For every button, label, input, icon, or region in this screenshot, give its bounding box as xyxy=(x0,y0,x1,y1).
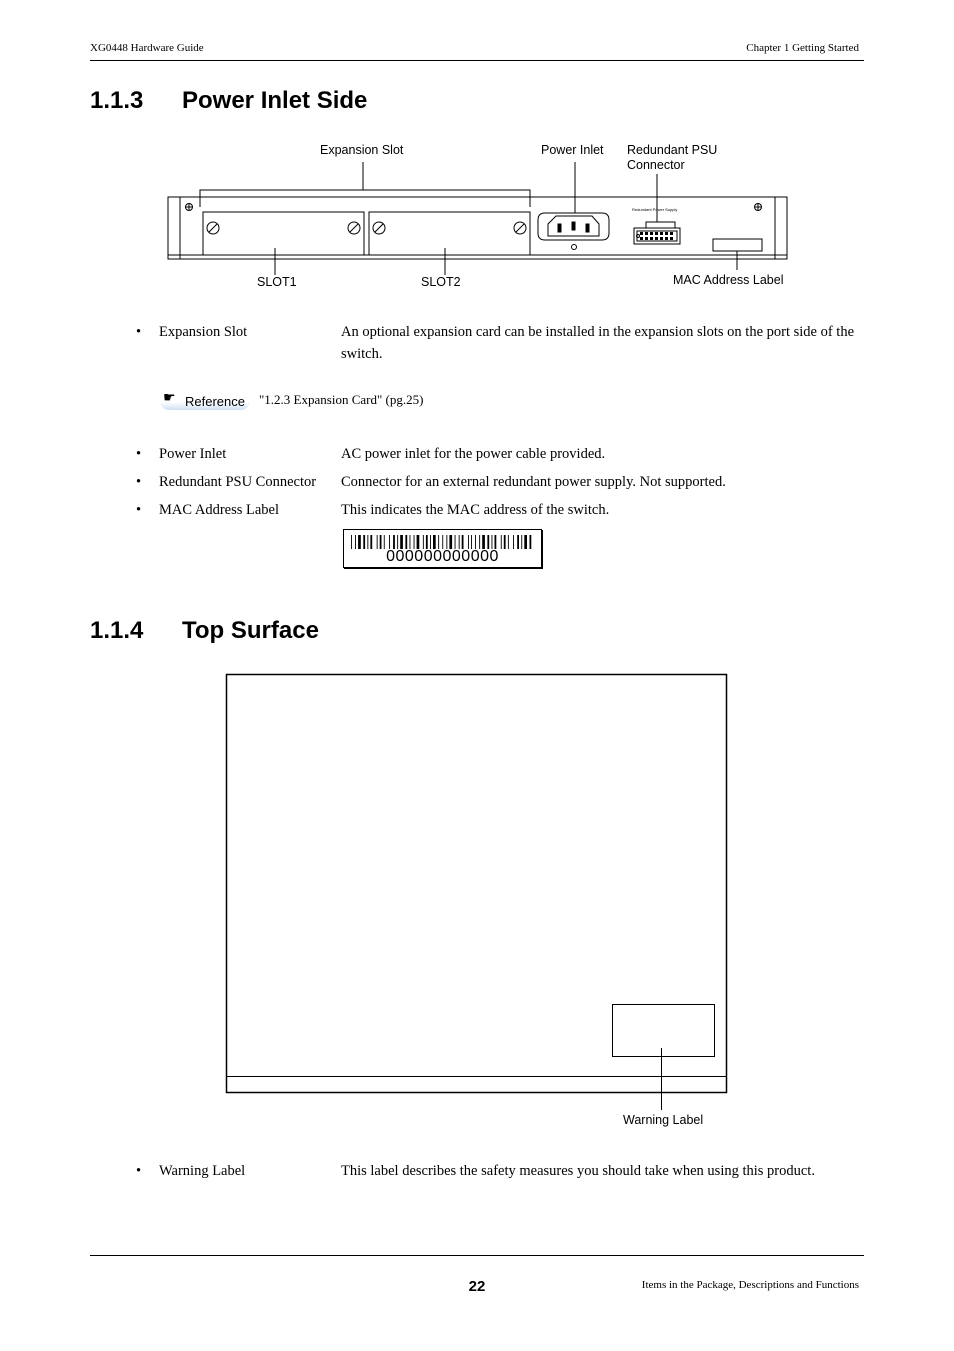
reference-note xyxy=(160,389,580,413)
barcode-icon xyxy=(351,535,533,549)
section-title: Top Surface xyxy=(182,617,319,644)
reference-label: Reference xyxy=(185,394,245,409)
mac-address-label-sample xyxy=(343,529,542,568)
bullet: • xyxy=(136,324,142,340)
label-power-inlet: Power Inlet xyxy=(541,143,604,157)
label-redundant-psu-line2: Connector xyxy=(627,158,685,172)
footer-rule xyxy=(90,1255,864,1256)
bullet: • xyxy=(136,446,142,462)
bullet: • xyxy=(136,474,142,490)
label-mac-address: MAC Address Label xyxy=(673,273,784,287)
top-surface-figure xyxy=(220,670,740,1130)
item-term: Power Inlet xyxy=(159,446,227,462)
section-heading-top-surface xyxy=(90,617,590,649)
item-term: Warning Label xyxy=(159,1163,246,1179)
label-slot1: SLOT1 xyxy=(257,275,297,289)
item-description: AC power inlet for the power cable provided. xyxy=(341,446,606,462)
item-description: An optional expansion card can be installed in the expansion slots on the port side of the switch. xyxy=(341,324,855,362)
list-item xyxy=(136,1160,864,1182)
header-rule xyxy=(90,60,864,61)
label-redundant-psu-line1: Redundant PSU xyxy=(627,143,718,157)
list-item xyxy=(136,443,864,465)
item-description: Connector for an external redundant power supply. Not supported. xyxy=(341,474,726,490)
label-slot2: SLOT2 xyxy=(421,275,461,289)
section-number: 1.1.3 xyxy=(90,87,144,114)
item-description: This label describes the safety measures you should take when using this product. xyxy=(341,1163,815,1179)
power-inlet-side-figure xyxy=(150,138,810,298)
bullet: • xyxy=(136,502,142,518)
reference-link[interactable]: "1.2.3 Expansion Card" (pg.25) xyxy=(259,392,424,407)
item-term: Redundant PSU Connector xyxy=(159,474,317,490)
mac-address-value: 000000000000 xyxy=(386,548,499,565)
section-title: Power Inlet Side xyxy=(182,87,368,114)
running-header-right: Chapter 1 Getting Started xyxy=(746,42,859,54)
item-description: This indicates the MAC address of the switch. xyxy=(341,502,610,518)
label-warning: Warning Label xyxy=(623,1113,704,1127)
item-term: MAC Address Label xyxy=(159,502,280,518)
label-expansion-slot: Expansion Slot xyxy=(320,143,404,157)
bullet: • xyxy=(136,1163,142,1179)
rpsu-panel-text: Redundant Power Supply xyxy=(632,207,678,212)
list-item xyxy=(136,471,864,493)
list-item xyxy=(136,321,864,365)
pointing-hand-icon: ☛ xyxy=(163,390,176,406)
item-term: Expansion Slot xyxy=(159,324,248,340)
page-number: 22 xyxy=(468,1278,486,1295)
running-footer-right: Items in the Package, Descriptions and Functions xyxy=(641,1279,859,1291)
section-number: 1.1.4 xyxy=(90,617,144,644)
section-heading-power-inlet-side xyxy=(90,87,590,119)
reference-badge xyxy=(160,392,250,410)
running-header-left: XG0448 Hardware Guide xyxy=(90,42,204,54)
top-surface-drawing xyxy=(220,670,740,1110)
list-item xyxy=(136,499,864,521)
